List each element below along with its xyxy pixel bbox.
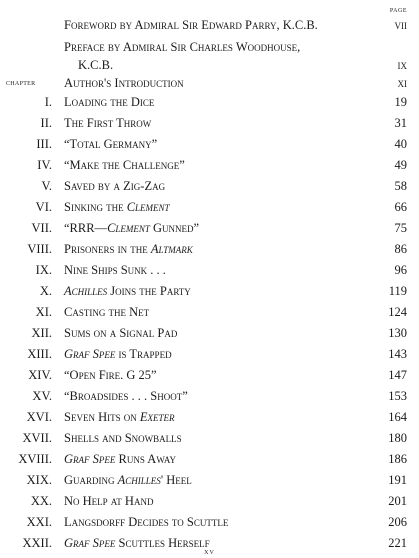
chapter-page: 31: [394, 116, 407, 130]
entry-title: Preface by Admiral Sir Charles Woodhouse,: [64, 40, 301, 54]
chapter-row: [0, 155, 407, 176]
chapter-title: Sinking the Clement: [64, 200, 170, 214]
chapter-title: “Broadsides . . . Shoot”: [64, 389, 188, 403]
chapter-title: “Make the Challenge”: [64, 158, 185, 172]
chapter-label: CHAPTER: [6, 81, 36, 87]
chapter-title: Graf Spee is Trapped: [64, 347, 172, 361]
chapter-row: [0, 470, 407, 491]
entry-title: Author's Introduction: [64, 76, 184, 90]
chapter-title: Saved by a Zig-Zag: [64, 179, 166, 193]
chapter-number: V.: [41, 179, 52, 193]
chapter-row: [0, 512, 407, 533]
chapter-page: 143: [388, 347, 407, 361]
chapter-row: [0, 239, 407, 260]
chapter-number: XIV.: [28, 368, 52, 382]
chapter-title: Prisoners in the Altmark: [64, 242, 193, 256]
chapter-number: VIII.: [27, 242, 52, 256]
front-entry-preface: [64, 38, 407, 74]
chapter-row: [0, 407, 407, 428]
chapter-row: [0, 218, 407, 239]
chapter-number: XXI.: [26, 515, 52, 529]
chapter-page: 153: [388, 389, 407, 403]
chapter-number: XIII.: [27, 347, 52, 361]
chapter-page: 164: [388, 410, 407, 424]
entry-page: ix: [397, 58, 407, 72]
chapter-row: [0, 344, 407, 365]
chapter-page: 49: [394, 158, 407, 172]
chapter-page: 180: [388, 431, 407, 445]
chapter-page: 130: [388, 326, 407, 340]
chapter-row: [0, 176, 407, 197]
entry-title-continued: K.C.B.: [78, 58, 114, 72]
chapter-row: [0, 491, 407, 512]
chapter-page: 40: [394, 137, 407, 151]
chapter-title: Langsdorff Decides to Scuttle: [64, 515, 229, 529]
chapter-number: XVII.: [22, 431, 52, 445]
chapter-number: I.: [44, 95, 52, 109]
chapter-title: Graf Spee Scuttles Herself: [64, 536, 210, 550]
chapter-title: Shells and Snowballs: [64, 431, 182, 445]
chapter-row: [0, 281, 407, 302]
front-entry-foreword: [64, 16, 407, 34]
page-label: PAGE: [389, 8, 407, 14]
chapter-number: II.: [40, 116, 52, 130]
chapter-number: IV.: [37, 158, 52, 172]
chapter-number: XVI.: [26, 410, 52, 424]
entry-page: vii: [394, 18, 407, 32]
chapter-title: Graf Spee Runs Away: [64, 452, 176, 466]
chapter-title: Nine Ships Sunk . . .: [64, 263, 166, 277]
chapter-title: Loading the Dice: [64, 95, 155, 109]
entry-page: xi: [397, 76, 407, 90]
chapter-title: “Total Germany”: [64, 137, 158, 151]
chapter-page: 186: [388, 452, 407, 466]
chapter-row: [0, 323, 407, 344]
chapter-row: [0, 302, 407, 323]
chapter-page: 96: [394, 263, 407, 277]
chapter-row: [0, 197, 407, 218]
chapter-page: 191: [388, 473, 407, 487]
chapter-number: X.: [39, 284, 52, 298]
chapter-title: “Open Fire. G 25”: [64, 368, 157, 382]
footer-page-number: xv: [204, 546, 215, 556]
chapter-number: VI.: [35, 200, 52, 214]
chapter-title: Guarding Achilles' Heel: [64, 473, 192, 487]
chapter-row: [0, 260, 407, 281]
chapter-page: 201: [388, 494, 407, 508]
chapter-number: XI.: [35, 305, 52, 319]
chapter-number: XV.: [32, 389, 52, 403]
chapter-number: VII.: [31, 221, 52, 235]
chapter-title: Achilles Joins the Party: [64, 284, 191, 298]
chapter-page: 58: [394, 179, 407, 193]
chapter-title: Sums on a Signal Pad: [64, 326, 178, 340]
chapter-row: [0, 92, 407, 113]
chapter-row: [0, 449, 407, 470]
chapter-number: XIX.: [26, 473, 52, 487]
chapter-title: The First Throw: [64, 116, 152, 130]
chapter-number: III.: [36, 137, 52, 151]
chapter-page: 221: [388, 536, 407, 550]
chapter-title: Casting the Net: [64, 305, 150, 319]
chapter-page: 119: [388, 284, 407, 298]
chapter-page: 147: [388, 368, 407, 382]
chapter-page: 124: [388, 305, 407, 319]
chapter-page: 66: [394, 200, 407, 214]
chapter-title: No Help at Hand: [64, 494, 154, 508]
chapter-number: XVIII.: [18, 452, 52, 466]
front-entry-introduction: [64, 74, 407, 92]
chapter-row: [0, 134, 407, 155]
chapter-page: 86: [394, 242, 407, 256]
chapter-number: XXII.: [22, 536, 52, 550]
chapter-title: Seven Hits on Exeter: [64, 410, 175, 424]
chapter-page: 19: [394, 95, 407, 109]
chapter-row: [0, 113, 407, 134]
chapter-page: 75: [394, 221, 407, 235]
chapter-row: [0, 365, 407, 386]
entry-title: Foreword by Admiral Sir Edward Parry, K.C.B.: [64, 18, 318, 32]
chapter-page: 206: [388, 515, 407, 529]
chapter-row: [0, 428, 407, 449]
chapter-row: [0, 386, 407, 407]
chapter-number: XX.: [30, 494, 52, 508]
chapter-title: “RRR—Clement Gunned”: [64, 221, 200, 235]
chapter-number: XII.: [31, 326, 52, 340]
chapter-number: IX.: [35, 263, 52, 277]
